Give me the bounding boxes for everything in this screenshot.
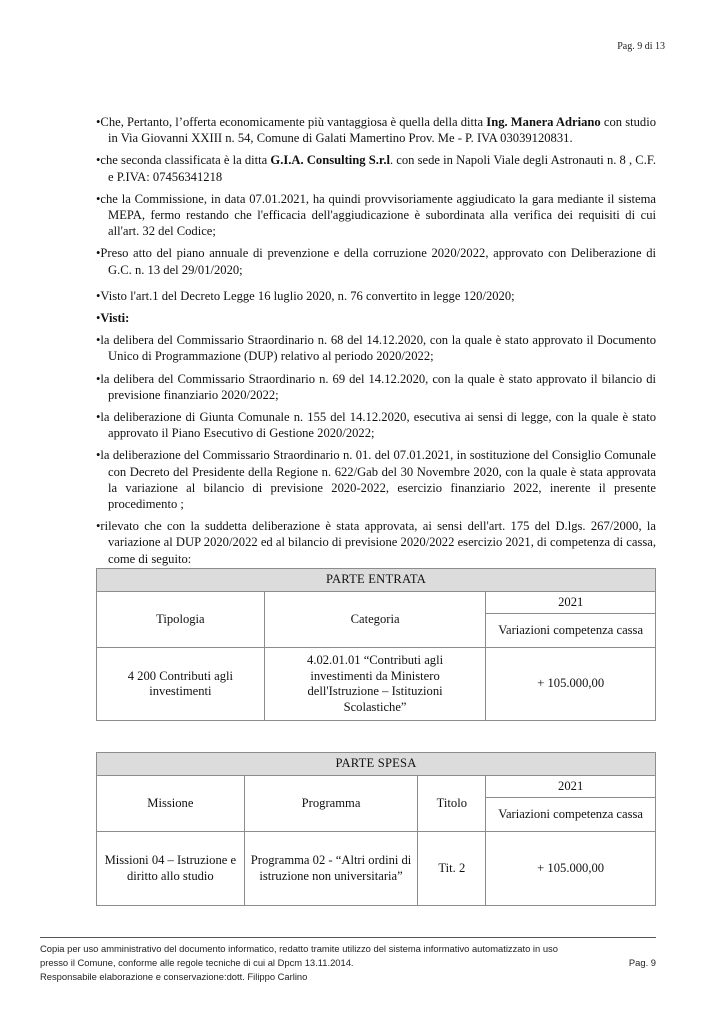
footer-line-3: Responsabile elaborazione e conservazione:dott. Filippo Carlino xyxy=(40,971,308,983)
paragraph-decreto-legge xyxy=(96,288,656,304)
paragraph-rilevato xyxy=(96,518,656,567)
cell-tipologia: 4 200 Contributi agli investimenti xyxy=(97,648,265,721)
table-parte-entrata xyxy=(96,568,656,721)
header-variazioni: Variazioni competenza cassa xyxy=(486,614,656,648)
paragraph-commissione xyxy=(96,191,656,240)
bullet: • xyxy=(96,410,101,425)
bullet: • xyxy=(96,288,101,303)
cell-programma: Programma 02 - “Altri ordini di istruzione non universitaria” xyxy=(244,832,418,906)
paragraph-text: con studio in Via Giovanni XXIII n. 54, Comune di Galati Mamertino Prov. Me - P. IVA 03039120831. xyxy=(108,115,656,146)
heading-visti xyxy=(96,310,656,326)
heading-text: Visti: xyxy=(100,311,130,326)
paragraph-text: che la Commissione, in data 07.01.2021, ha quindi provvisoriamente aggiudicato la gara mediante il sistema MEPA, fermo restando che l'efficacia dell'aggiudicazione è subordinata alla verifica dei requisiti di cui all'art. 32 del Codice; xyxy=(100,191,656,239)
paragraph-deliberazione-01 xyxy=(96,447,656,512)
cell-categoria: 4.02.01.01 “Contributi agli investimenti da Ministero dell'Istruzione – Istituzioni Scolastiche” xyxy=(264,648,486,721)
table-row xyxy=(97,832,656,906)
paragraph-delibera-68 xyxy=(96,332,656,364)
header-year: 2021 xyxy=(486,592,656,614)
paragraph-giunta-155 xyxy=(96,409,656,441)
header-year: 2021 xyxy=(486,776,656,798)
footer-page-number: Pag. 9 xyxy=(628,957,656,969)
bullet: • xyxy=(96,448,101,463)
paragraph-text: che seconda classificata è la ditta xyxy=(100,153,271,168)
header-categoria: Categoria xyxy=(264,592,486,648)
cell-importo: + 105.000,00 xyxy=(486,832,656,906)
bullet: • xyxy=(96,311,101,326)
header-missione: Missione xyxy=(97,776,245,832)
table-title: PARTE SPESA xyxy=(97,753,656,776)
header-variazioni: Variazioni competenza cassa xyxy=(486,798,656,832)
paragraph-text: . con sede in Napoli Viale degli Astronauti n. 8 , C.F. e P.IVA: 07456341218 xyxy=(108,153,657,184)
cell-missione: Missioni 04 – Istruzione e diritto allo studio xyxy=(97,832,245,906)
page-number-header: Pag. 9 di 13 xyxy=(617,41,665,52)
paragraph-text: la delibera del Commissario Straordinario n. 69 del 14.12.2020, con la quale è stato approvato il bilancio di previsione finanziario 2020/2022; xyxy=(100,371,656,402)
paragraph-text: Che, Pertanto, l’offerta economicamente più vantaggiosa è quella della ditta xyxy=(100,115,487,129)
bullet: • xyxy=(96,153,101,168)
paragraph-seconda-classificata xyxy=(96,152,656,184)
bullet: • xyxy=(96,115,101,129)
paragraph-offerta xyxy=(96,114,656,146)
company-name: G.I.A. Consulting S.r.l xyxy=(270,153,390,168)
footer-line-2-wrap xyxy=(40,956,656,970)
paragraph-text: rilevato che con la suddetta deliberazione è stata approvata, ai sensi dell'art. 175 del D.lgs. 267/2000, la variazione al DUP 2020/2022 ed al bilancio di previsione 2020/2022 esercizio 2021, di competenza di cassa, come di seguito: xyxy=(100,519,656,566)
bullet: • xyxy=(96,333,101,348)
bullet: • xyxy=(96,246,101,261)
company-name: Ing. Manera Adriano xyxy=(486,115,601,129)
paragraph-text: Visto l'art.1 del Decreto Legge 16 luglio 2020, n. 76 convertito in legge 120/2020; xyxy=(100,288,515,303)
table-row xyxy=(97,648,656,721)
bullet: • xyxy=(96,519,101,534)
paragraph-text: la deliberazione di Giunta Comunale n. 155 del 14.12.2020, esecutiva ai sensi di legge, con la quale è stato approvato il Piano Esecutivo di Gestione 2020/2022; xyxy=(100,410,656,441)
header-tipologia: Tipologia xyxy=(97,592,265,648)
paragraph-text: Preso atto del piano annuale di prevenzione e della corruzione 2020/2022, approvato con Deliberazione di G.C. n. 13 del 29/01/2020; xyxy=(100,246,656,277)
cell-importo: + 105.000,00 xyxy=(486,648,656,721)
bullet: • xyxy=(96,371,101,386)
footer-line-2: presso il Comune, conforme alle regole tecniche di cui al Dpcm 13.11.2014. xyxy=(40,957,354,969)
bullet: • xyxy=(96,191,101,206)
paragraph-text: la delibera del Commissario Straordinario n. 68 del 14.12.2020, con la quale è stato approvato il Documento Unico di Programmazione (DUP) relativo al periodo 2020/2022; xyxy=(100,333,656,364)
document-body xyxy=(96,114,656,573)
paragraph-text: la deliberazione del Commissario Straordinario n. 01. del 07.01.2021, in sostituzione del Consiglio Comunale con Decreto del Presidente della Regione n. 622/Gab del 30 Novembre 2020, con la quale è stata approvata la variazione al bilancio di previsione 2020-2022, esercizio finanziario 2022, inerente il presente procedimento ; xyxy=(100,448,656,512)
cell-titolo: Tit. 2 xyxy=(418,832,486,906)
header-programma: Programma xyxy=(244,776,418,832)
paragraph-piano-prevenzione xyxy=(96,245,656,277)
table-title: PARTE ENTRATA xyxy=(97,569,656,592)
header-titolo: Titolo xyxy=(418,776,486,832)
footer-line-1: Copia per uso amministrativo del documento informatico, redatto tramite utilizzo del sistema informativo automatizzato in uso xyxy=(40,943,558,954)
table-parte-spesa xyxy=(96,752,656,906)
footer xyxy=(40,942,656,985)
paragraph-delibera-69 xyxy=(96,371,656,403)
footer-divider xyxy=(40,937,656,938)
